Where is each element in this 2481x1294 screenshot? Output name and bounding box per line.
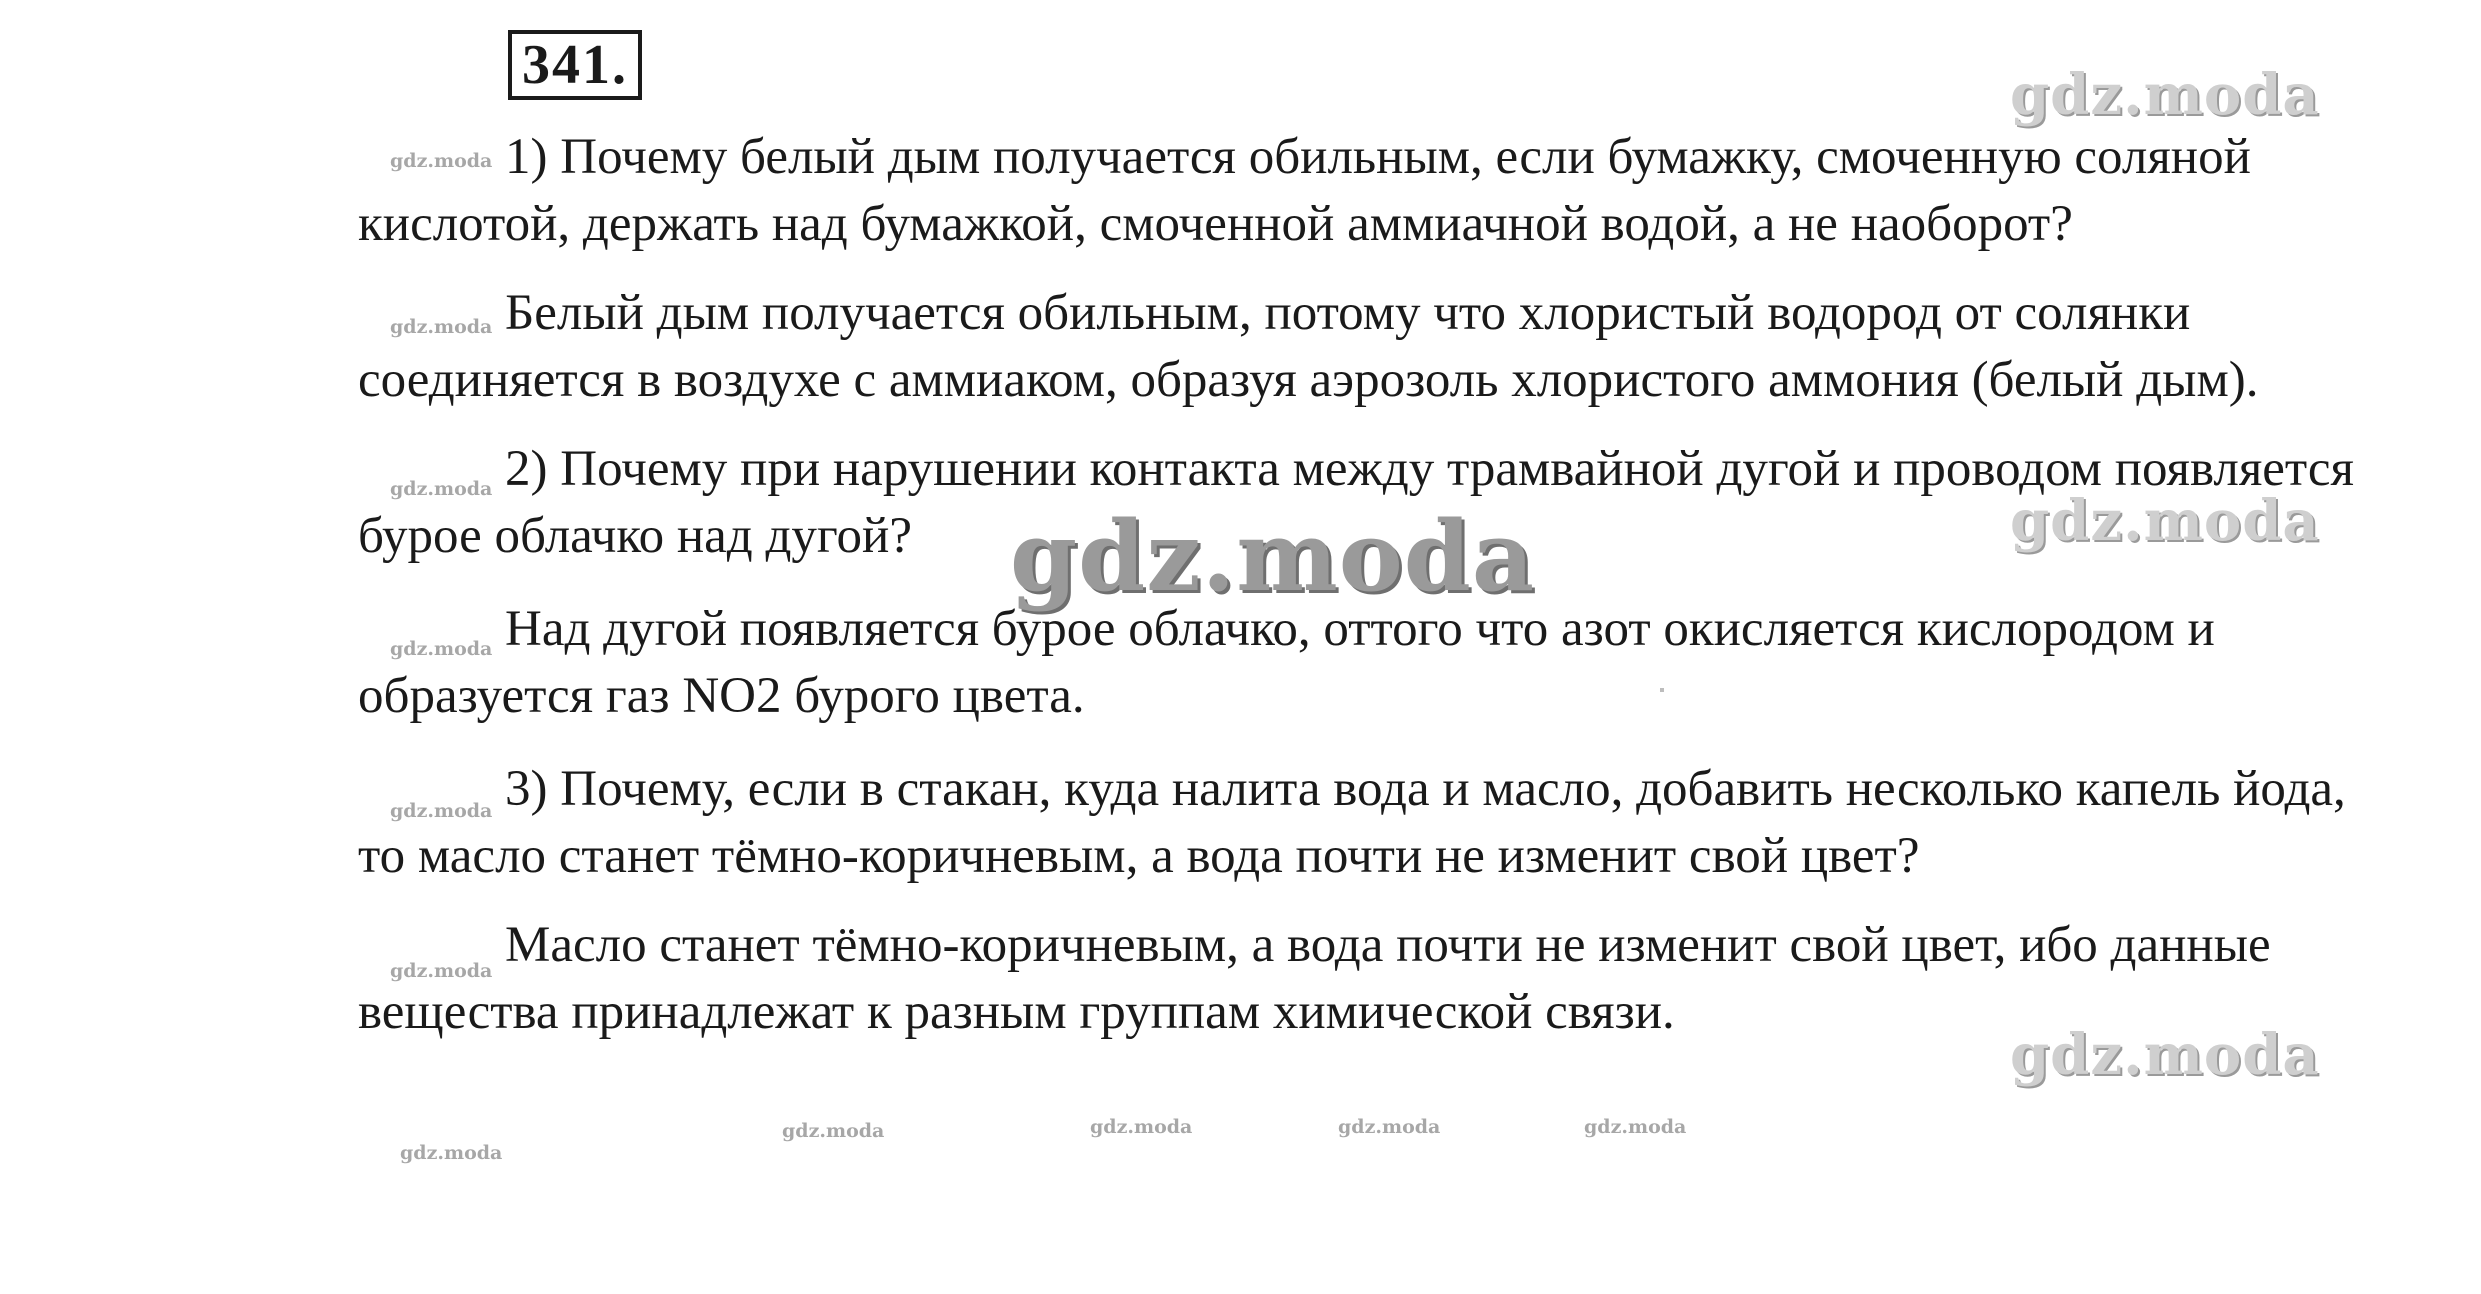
watermark-large-top: gdz.moda xyxy=(2010,62,2320,128)
answer-1: Белый дым получается обильным, потому что хлористый водород от солянки соединяется в воздухе с аммиаком, образуя аэрозоль хлористого аммония (белый дым). xyxy=(358,285,2259,408)
watermark-small: gdz.moda xyxy=(390,638,493,660)
watermark-small: gdz.moda xyxy=(1090,1116,1193,1138)
task-number: 341. xyxy=(508,30,642,100)
watermark-small: gdz.moda xyxy=(390,800,493,822)
watermark-small: gdz.moda xyxy=(782,1120,885,1142)
watermark-large-middle: gdz.moda xyxy=(2010,488,2320,554)
watermark-small: gdz.moda xyxy=(390,150,493,172)
watermark-small: gdz.moda xyxy=(390,478,493,500)
question-3: 3) Почему, если в стакан, куда налита вода и масло, добавить несколько капель йода, то масло станет тёмно-коричневым, а вода почти не изменит свой цвет? xyxy=(358,761,2346,884)
question-2: 2) Почему при нарушении контакта между трамвайной дугой и проводом появляется бурое облачко над дугой? xyxy=(358,441,2354,564)
answer-2: Над дугой появляется бурое облачко, оттого что азот окисляется кислородом и образуется газ NO2 бурого цвета. xyxy=(358,601,2215,724)
answer-3: Масло станет тёмно-коричневым, а вода почти не изменит свой цвет, ибо данные вещества принадлежат к разным группам химической связи. xyxy=(358,917,2271,1040)
question-1: 1) Почему белый дым получается обильным, если бумажку, смоченную соляной кислотой, держать над бумажкой, смоченной аммиачной водой, а не наоборот? xyxy=(358,129,2251,252)
watermark-small: gdz.moda xyxy=(390,316,493,338)
watermark-small: gdz.moda xyxy=(1584,1116,1687,1138)
watermark-small: gdz.moda xyxy=(400,1142,503,1164)
watermark-large-center: gdz.moda xyxy=(1010,500,1536,613)
watermark-small: gdz.moda xyxy=(390,960,493,982)
watermark-small: gdz.moda xyxy=(1338,1116,1441,1138)
watermark-large-bottom: gdz.moda xyxy=(2010,1022,2320,1088)
scan-speck xyxy=(1660,688,1664,692)
